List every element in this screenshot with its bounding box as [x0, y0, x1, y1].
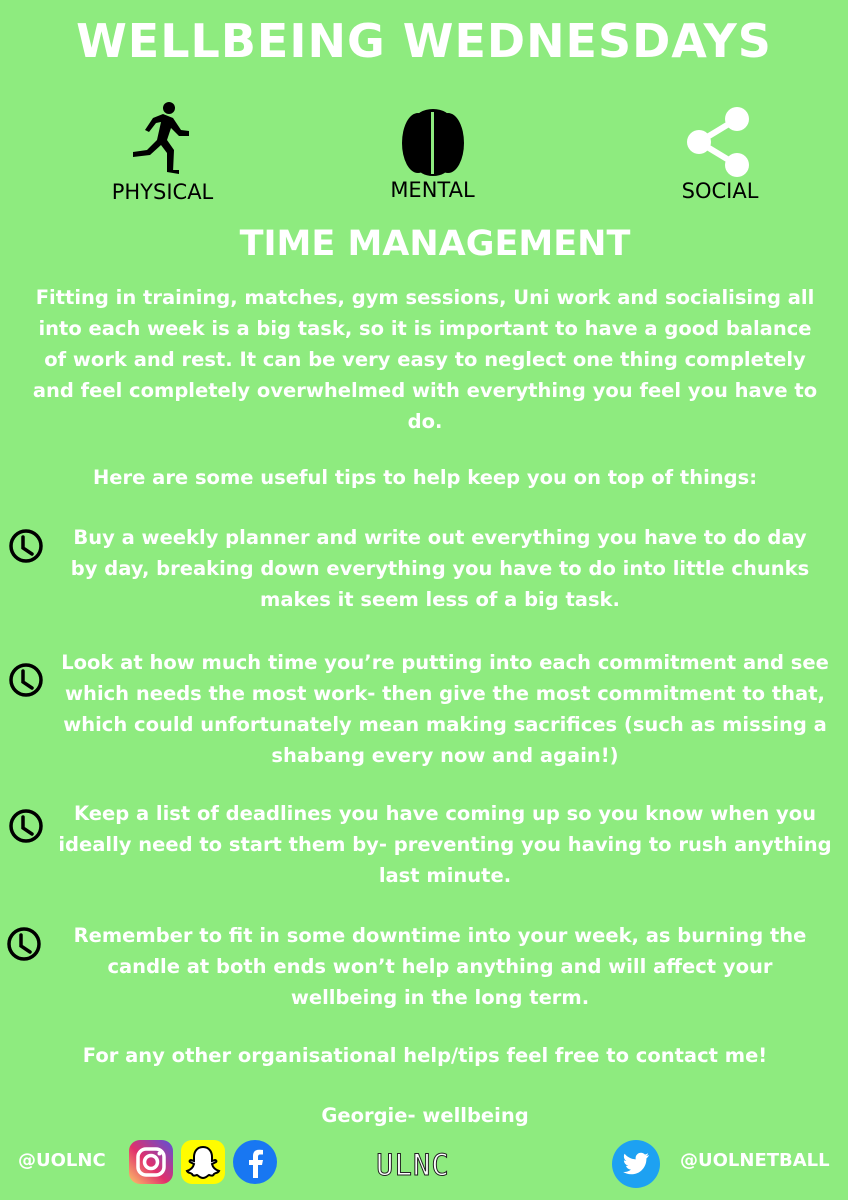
- tip-item-4: Remember to fit in some downtime into your week, as burning the candle at both ends won’t help anything and will affect your wellbeing in the long term.: [73, 924, 807, 1009]
- instagram-handle[interactable]: @UOLNC: [18, 1150, 106, 1171]
- clock-icon: [8, 528, 44, 564]
- tip-item-3: Keep a list of deadlines you have coming up so you know when you ideally need to start them by- preventing you having to rush anything last minute.: [58, 802, 832, 887]
- clock-icon: [8, 662, 44, 698]
- tips-lead: Here are some useful tips to help keep you on top of things:: [92, 466, 758, 489]
- pillar-label-mental: MENTAL: [390, 178, 475, 202]
- tip-item-1: Buy a weekly planner and write out everything you have to do day by day, breaking down everything you have to do into little chunks makes it seem less of a big task.: [70, 526, 810, 611]
- instagram-icon[interactable]: [127, 1138, 175, 1186]
- snapchat-icon[interactable]: [179, 1138, 227, 1186]
- clock-icon: [8, 808, 44, 844]
- pillar-physical: [100, 100, 225, 204]
- runner-icon: [123, 100, 203, 180]
- intro-paragraph: Fitting in training, matches, gym sessions, Uni work and socialising all into each week is a big task, so it is important to have a good balance of work and rest. It can be very easy to neglect one thing completely and feel completely overwhelmed with everything you feel you have to do.: [32, 286, 818, 433]
- page-title: WELLBEING WEDNESDAYS: [76, 14, 772, 68]
- contact-note: For any other organisational help/tips feel free to contact me!: [82, 1044, 768, 1067]
- pillar-mental: [370, 108, 495, 202]
- clock-icon: [6, 926, 42, 962]
- pillar-label-physical: PHYSICAL: [111, 180, 214, 204]
- twitter-icon[interactable]: [610, 1138, 662, 1190]
- facebook-icon[interactable]: [231, 1138, 279, 1186]
- share-icon: [683, 105, 757, 179]
- section-heading: TIME MANAGEMENT: [239, 224, 631, 264]
- pillar-social: [655, 105, 785, 203]
- brain-icon: [400, 108, 466, 178]
- tip-item-2: Look at how much time you’re putting into each commitment and see which needs the most work- then give the most commitment to that, which could unfortunately mean making sacrifices (such as missing a shabang every now and again!): [61, 651, 829, 767]
- pillar-label-social: SOCIAL: [681, 179, 759, 203]
- twitter-handle[interactable]: @UOLNETBALL: [680, 1150, 830, 1171]
- signoff: Georgie- wellbeing: [321, 1104, 529, 1127]
- club-logo-text: ULNC: [376, 1148, 450, 1182]
